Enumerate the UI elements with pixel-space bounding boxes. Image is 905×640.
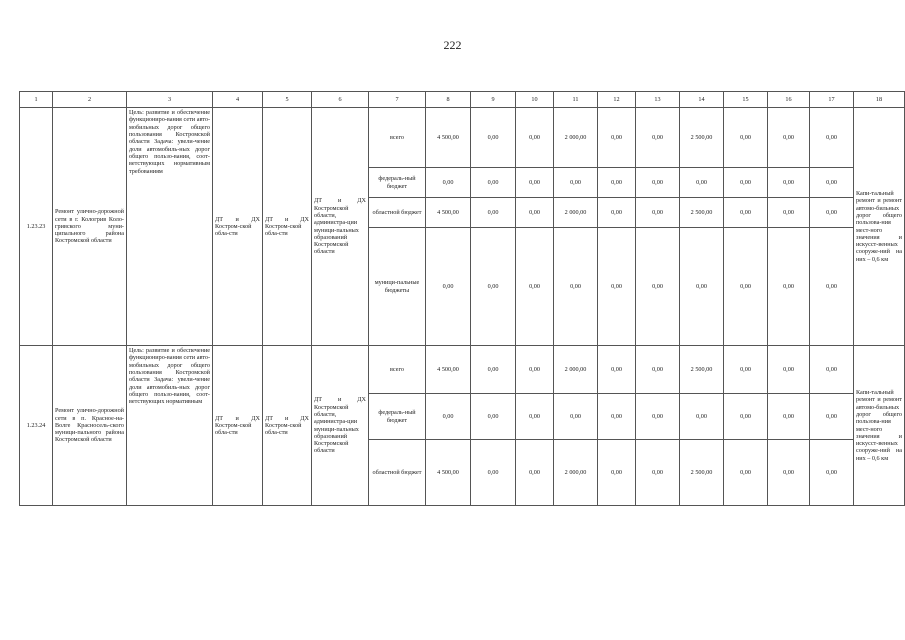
amount-cell: 0,00 — [471, 228, 516, 346]
amount-cell: 0,00 — [516, 198, 554, 228]
amount-cell: 4 500,00 — [426, 440, 471, 506]
funding-source: всего — [369, 108, 426, 168]
funding-source: областной бюджет — [369, 440, 426, 506]
amount-cell: 2 000,00 — [554, 108, 598, 168]
column-header: 13 — [636, 92, 680, 108]
amount-cell: 0,00 — [724, 394, 768, 440]
participants: ДТ и ДХ Костромской области, администра-ции муници-пальных образований Костромской области — [312, 108, 369, 346]
customer: ДТ и ДХ Костром-ской обла-сти — [263, 346, 312, 506]
amount-cell: 0,00 — [598, 198, 636, 228]
responsible-executor: ДТ и ДХ Костром-ской обла-сти — [213, 346, 263, 506]
amount-cell: 0,00 — [768, 108, 810, 168]
funding-source: федераль-ный бюджет — [369, 394, 426, 440]
column-header: 16 — [768, 92, 810, 108]
amount-cell: 0,00 — [810, 394, 854, 440]
column-header: 1 — [20, 92, 53, 108]
funding-source: федераль-ный бюджет — [369, 168, 426, 198]
page-number: 222 — [443, 38, 462, 52]
amount-cell: 0,00 — [724, 346, 768, 394]
amount-cell: 0,00 — [516, 228, 554, 346]
amount-cell: 2 500,00 — [680, 440, 724, 506]
amount-cell: 0,00 — [471, 198, 516, 228]
amount-cell: 0,00 — [680, 228, 724, 346]
responsible-executor: ДТ и ДХ Костром-ской обла-сти — [213, 108, 263, 346]
amount-cell: 0,00 — [636, 108, 680, 168]
table-row — [20, 108, 905, 168]
amount-cell: 0,00 — [598, 394, 636, 440]
amount-cell: 0,00 — [598, 108, 636, 168]
amount-cell: 0,00 — [724, 440, 768, 506]
amount-cell: 0,00 — [636, 346, 680, 394]
amount-cell: 2 500,00 — [680, 346, 724, 394]
amount-cell: 0,00 — [768, 394, 810, 440]
amount-cell: 0,00 — [598, 168, 636, 198]
amount-cell: 2 500,00 — [680, 198, 724, 228]
goal-text: Цель: развитие и обеспечение функциониро-вания сети авто-мобильных дорог общего пользования Костромской области Задача: увели-чение доли автомобиль-ных дорог общего пользо-вания, соот-ветствующих нормативным требованиям — [127, 108, 213, 346]
column-header: 15 — [724, 92, 768, 108]
column-header: 6 — [312, 92, 369, 108]
amount-cell: 0,00 — [724, 228, 768, 346]
column-header: 4 — [213, 92, 263, 108]
amount-cell: 0,00 — [471, 108, 516, 168]
amount-cell: 0,00 — [426, 168, 471, 198]
amount-cell: 0,00 — [810, 108, 854, 168]
amount-cell: 0,00 — [426, 394, 471, 440]
table-row — [20, 346, 905, 394]
amount-cell: 0,00 — [768, 440, 810, 506]
column-header: 2 — [53, 92, 127, 108]
amount-cell: 0,00 — [680, 168, 724, 198]
column-header: 5 — [263, 92, 312, 108]
participants: ДТ и ДХ Костромской области, администра-ции муници-пальных образований Костромской области — [312, 346, 369, 506]
amount-cell: 0,00 — [554, 228, 598, 346]
column-header: 3 — [127, 92, 213, 108]
amount-cell: 0,00 — [636, 228, 680, 346]
column-header: 7 — [369, 92, 426, 108]
amount-cell: 0,00 — [516, 346, 554, 394]
amount-cell: 0,00 — [516, 108, 554, 168]
amount-cell: 0,00 — [810, 168, 854, 198]
amount-cell: 0,00 — [768, 346, 810, 394]
program-table — [19, 91, 905, 506]
expected-result: Капи-тальный ремонт и ремонт автомо-бильных дорог общего пользова-ния мест-ного значения и искусст-венных сооруже-ний на них – 0,6 км — [854, 346, 905, 506]
amount-cell: 0,00 — [636, 198, 680, 228]
amount-cell: 2 000,00 — [554, 346, 598, 394]
amount-cell: 0,00 — [768, 228, 810, 346]
amount-cell: 4 500,00 — [426, 198, 471, 228]
amount-cell: 0,00 — [810, 440, 854, 506]
amount-cell: 4 500,00 — [426, 108, 471, 168]
amount-cell: 2 000,00 — [554, 198, 598, 228]
amount-cell: 0,00 — [724, 198, 768, 228]
amount-cell: 0,00 — [724, 168, 768, 198]
amount-cell: 0,00 — [598, 228, 636, 346]
column-header: 9 — [471, 92, 516, 108]
funding-source: муници-пальные бюджеты — [369, 228, 426, 346]
amount-cell: 0,00 — [516, 394, 554, 440]
column-header: 17 — [810, 92, 854, 108]
column-header: 10 — [516, 92, 554, 108]
amount-cell: 0,00 — [598, 346, 636, 394]
row-id: 1.23.23 — [20, 108, 53, 346]
funding-source: всего — [369, 346, 426, 394]
amount-cell: 0,00 — [598, 440, 636, 506]
column-header: 8 — [426, 92, 471, 108]
object-name: Ремонт улично-дорожной сети в п. Красное-на-Волге Красносель-ского муници-пального района Костромской области — [53, 346, 127, 506]
amount-cell: 0,00 — [471, 440, 516, 506]
amount-cell: 0,00 — [471, 394, 516, 440]
amount-cell: 0,00 — [680, 394, 724, 440]
column-header: 18 — [854, 92, 905, 108]
customer: ДТ и ДХ Костром-ской обла-сти — [263, 108, 312, 346]
column-header: 12 — [598, 92, 636, 108]
amount-cell: 0,00 — [636, 440, 680, 506]
header-row — [20, 92, 905, 108]
amount-cell: 0,00 — [724, 108, 768, 168]
amount-cell: 4 500,00 — [426, 346, 471, 394]
funding-source: областной бюджет — [369, 198, 426, 228]
amount-cell: 0,00 — [768, 198, 810, 228]
amount-cell: 0,00 — [471, 168, 516, 198]
amount-cell: 0,00 — [554, 394, 598, 440]
amount-cell: 0,00 — [516, 168, 554, 198]
amount-cell: 0,00 — [426, 228, 471, 346]
row-id: 1.23.24 — [20, 346, 53, 506]
amount-cell: 0,00 — [636, 394, 680, 440]
amount-cell: 0,00 — [810, 198, 854, 228]
amount-cell: 0,00 — [471, 346, 516, 394]
amount-cell: 2 000,00 — [554, 440, 598, 506]
amount-cell: 2 500,00 — [680, 108, 724, 168]
column-header: 14 — [680, 92, 724, 108]
amount-cell: 0,00 — [554, 168, 598, 198]
column-header: 11 — [554, 92, 598, 108]
amount-cell: 0,00 — [810, 228, 854, 346]
goal-text: Цель: развитие и обеспечение функциониро-вания сети авто-мобильных дорог общего пользования Костромской области Задача: увели-чение доли автомобиль-ных дорог общего пользо-вания, соот-ветствующих нормативным — [127, 346, 213, 506]
amount-cell: 0,00 — [516, 440, 554, 506]
expected-result: Капи-тальный ремонт и ремонт автомо-бильных дорог общего пользова-ния мест-ного значения и искусст-венных сооруже-ний на них – 0,6 км — [854, 108, 905, 346]
object-name: Ремонт улично-дорожной сети в г. Кологрив Коло-гривского муни-ципального района Костромской области — [53, 108, 127, 346]
amount-cell: 0,00 — [810, 346, 854, 394]
amount-cell: 0,00 — [768, 168, 810, 198]
amount-cell: 0,00 — [636, 168, 680, 198]
